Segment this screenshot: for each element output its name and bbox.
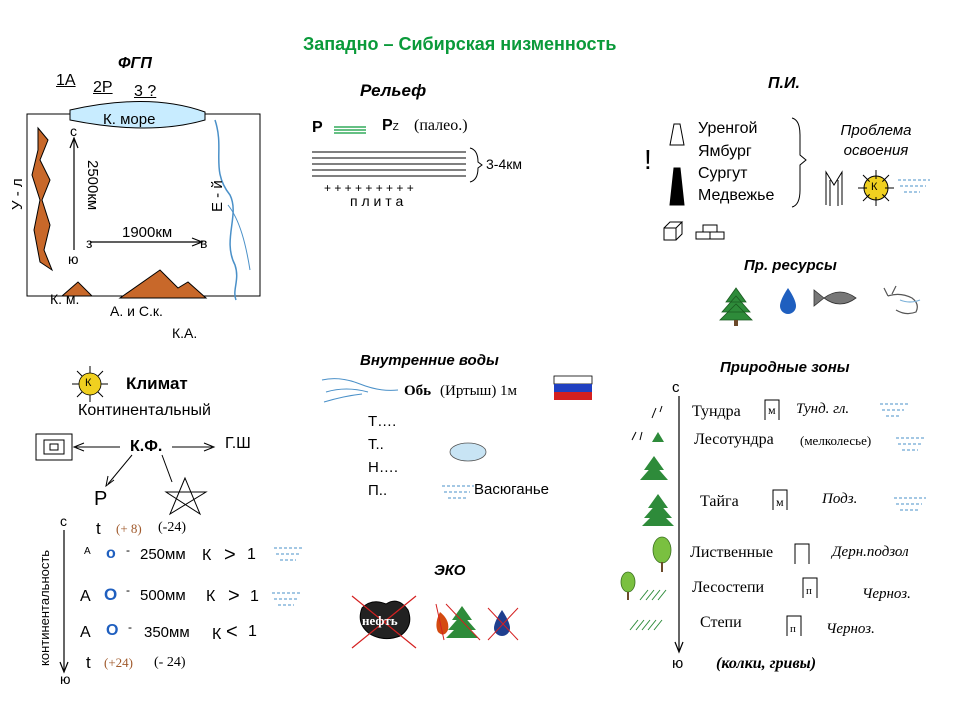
row2-o: О (104, 585, 118, 604)
broadleaf-soil: Дерн.подзол (832, 544, 909, 560)
row1-a: А (84, 546, 91, 557)
climate-t2b: (- 24) (154, 655, 186, 670)
dist-ns: 2500км (84, 160, 101, 211)
zones-heading: Природные зоны (720, 359, 850, 376)
pi-heading: П.И. (768, 75, 800, 92)
continentality-axis: континентальность (37, 549, 52, 666)
taiga-soil-mark: м (776, 495, 784, 509)
fgp-west: з (86, 235, 93, 251)
cube-icon (664, 222, 682, 240)
tundra-soil-mark: м (768, 403, 776, 417)
climate-r: Р (94, 488, 108, 510)
row1-val: 250мм (140, 546, 186, 563)
eurasia-box-icon (36, 434, 72, 460)
fgp-n3: 3 ? (134, 83, 157, 100)
zone-steppe-forest: Лесостепи (692, 579, 765, 596)
animal-icon (884, 286, 920, 314)
taiga-soil: Подз. (822, 491, 858, 507)
pi-problem: Проблема освоения (840, 122, 912, 159)
altai-mountains (120, 270, 206, 298)
relief-pz: РZ (382, 117, 399, 134)
row3-sign: < (226, 621, 238, 643)
climate-north: с (60, 513, 67, 529)
eco-drop-icon (488, 608, 518, 640)
climate-heading: Климат (126, 374, 188, 393)
lake-t1: Т…. (368, 413, 397, 430)
lake-p: П.. (368, 482, 388, 499)
climate-gsh: Г.Ш (225, 435, 251, 452)
ural-label: У - л (9, 178, 26, 210)
relief-p: Р (312, 119, 323, 136)
row1-dash: - (126, 543, 130, 557)
oil-tower-icon (670, 168, 684, 205)
vasyugan-label: Васюганье (474, 481, 550, 498)
fgp-n1: 1А (56, 72, 76, 89)
row1-sign: > (224, 544, 236, 566)
climate-south: ю (60, 671, 71, 687)
climate-t2a: (+24) (104, 655, 133, 670)
fgp-n2: 2Р (93, 79, 113, 96)
bricks-icon (696, 225, 724, 239)
steppe-forest-soil: Черноз. (862, 586, 911, 602)
zone-steppe: Степи (700, 614, 742, 631)
row3-a: А (80, 624, 91, 641)
climate-kf: К.Ф. (130, 438, 163, 455)
fish-icon (814, 290, 856, 306)
climate-t2: t (86, 653, 91, 672)
pi-exclamation: ! (644, 144, 652, 175)
lake-n: Н…. (368, 459, 398, 476)
relief-depth: 3-4км (486, 156, 522, 172)
ka-label: К.А. (172, 325, 198, 341)
row1-one: 1 (247, 546, 256, 563)
relief-heading: Рельеф (360, 81, 427, 100)
kara-sea-label: К. море (103, 111, 156, 128)
row2-k: К (206, 588, 216, 605)
climate-t1a: (+ 8) (116, 521, 142, 536)
resources-icons (720, 286, 920, 326)
climate-type: Континентальный (78, 402, 211, 419)
climate-t1: t (96, 519, 101, 538)
row1-k: К (202, 547, 212, 564)
climate-t1b: (-24) (158, 520, 186, 535)
yenisei-label: Е - й (209, 180, 226, 212)
tundra-soil: Тунд. гл. (796, 401, 850, 417)
steppe-soil: Черноз. (826, 621, 875, 637)
ob-label: Обь (404, 383, 432, 399)
altai-label: А. и С.к. (110, 303, 163, 319)
row2-dash: - (126, 583, 130, 597)
steppe-forest-soil-mark: п (806, 585, 812, 597)
field-urengoy: Уренгой (698, 120, 758, 137)
zones-note: (колки, гривы) (716, 655, 817, 672)
winds-star-icon (166, 478, 206, 514)
climate-sun-k: К (85, 377, 92, 389)
row3-one: 1 (248, 623, 257, 640)
fgp-east: в (200, 235, 208, 251)
dist-we: 1900км (122, 224, 173, 241)
kazakh-label: К. м. (50, 291, 80, 307)
oil-label: нефть (362, 613, 398, 628)
lake-icon (450, 443, 486, 461)
pi-swamp-icon (898, 180, 930, 192)
ob-river-icon (322, 379, 398, 402)
row2-a: А (80, 588, 91, 605)
relief-paleo: (палео.) (414, 117, 468, 134)
relief-pluses: + + + + + + + + + (324, 181, 414, 195)
resources-heading: Пр. ресурсы (744, 257, 837, 274)
eco-heading: ЭКО (434, 562, 466, 579)
forest-tundra-note: (мелколесье) (800, 433, 872, 448)
field-yamburg: Ямбург (698, 143, 752, 160)
field-surgut: Сургут (698, 165, 748, 182)
climate-swamp-icons (272, 548, 304, 605)
fgp-north: с (70, 123, 77, 139)
yenisei-tributary (228, 205, 250, 270)
relief-plita: п л и т а (350, 193, 404, 209)
relief-graphic (312, 127, 482, 182)
fire-icon (436, 604, 448, 640)
gas-tower-icon (670, 124, 684, 145)
zone-forest-tundra: Лесотундра (694, 431, 774, 448)
vasyugan-swamp-icon (442, 486, 474, 498)
page-title: Западно – Сибирская низменность (303, 34, 617, 54)
waters-heading: Внутренние воды (360, 352, 499, 369)
relief-brace (470, 148, 482, 182)
irtysh-label: (Иртыш) 1м (440, 383, 518, 399)
zone-broadleaf: Лиственные (690, 544, 774, 561)
eco-tree-icon (446, 604, 480, 640)
field-medvezhye: Медвежье (698, 187, 775, 204)
fgp-south: ю (68, 251, 79, 267)
pi-brace (792, 118, 806, 207)
russia-flag-icon (554, 376, 592, 400)
row3-val: 350мм (144, 624, 190, 641)
zones-south: ю (672, 655, 684, 672)
zone-tundra: Тундра (692, 403, 741, 420)
zone-taiga: Тайга (700, 493, 739, 510)
row2-val: 500мм (140, 587, 186, 604)
water-drop-icon (780, 288, 796, 314)
row3-k: К (212, 626, 222, 643)
pi-sun-k: К (871, 181, 878, 193)
tree-icon (720, 288, 752, 326)
steppe-soil-mark: п (790, 623, 796, 635)
row1-o: о (106, 545, 116, 562)
row2-one: 1 (250, 588, 259, 605)
row2-sign: > (228, 585, 240, 607)
ural-mountains (32, 128, 52, 270)
zones-north: с (672, 379, 680, 396)
fgp-heading: ФГП (118, 55, 152, 72)
row3-o: О (106, 622, 119, 639)
tundra-icon (826, 172, 842, 205)
lake-t2: Т.. (368, 436, 384, 453)
row3-dash: - (128, 620, 132, 634)
